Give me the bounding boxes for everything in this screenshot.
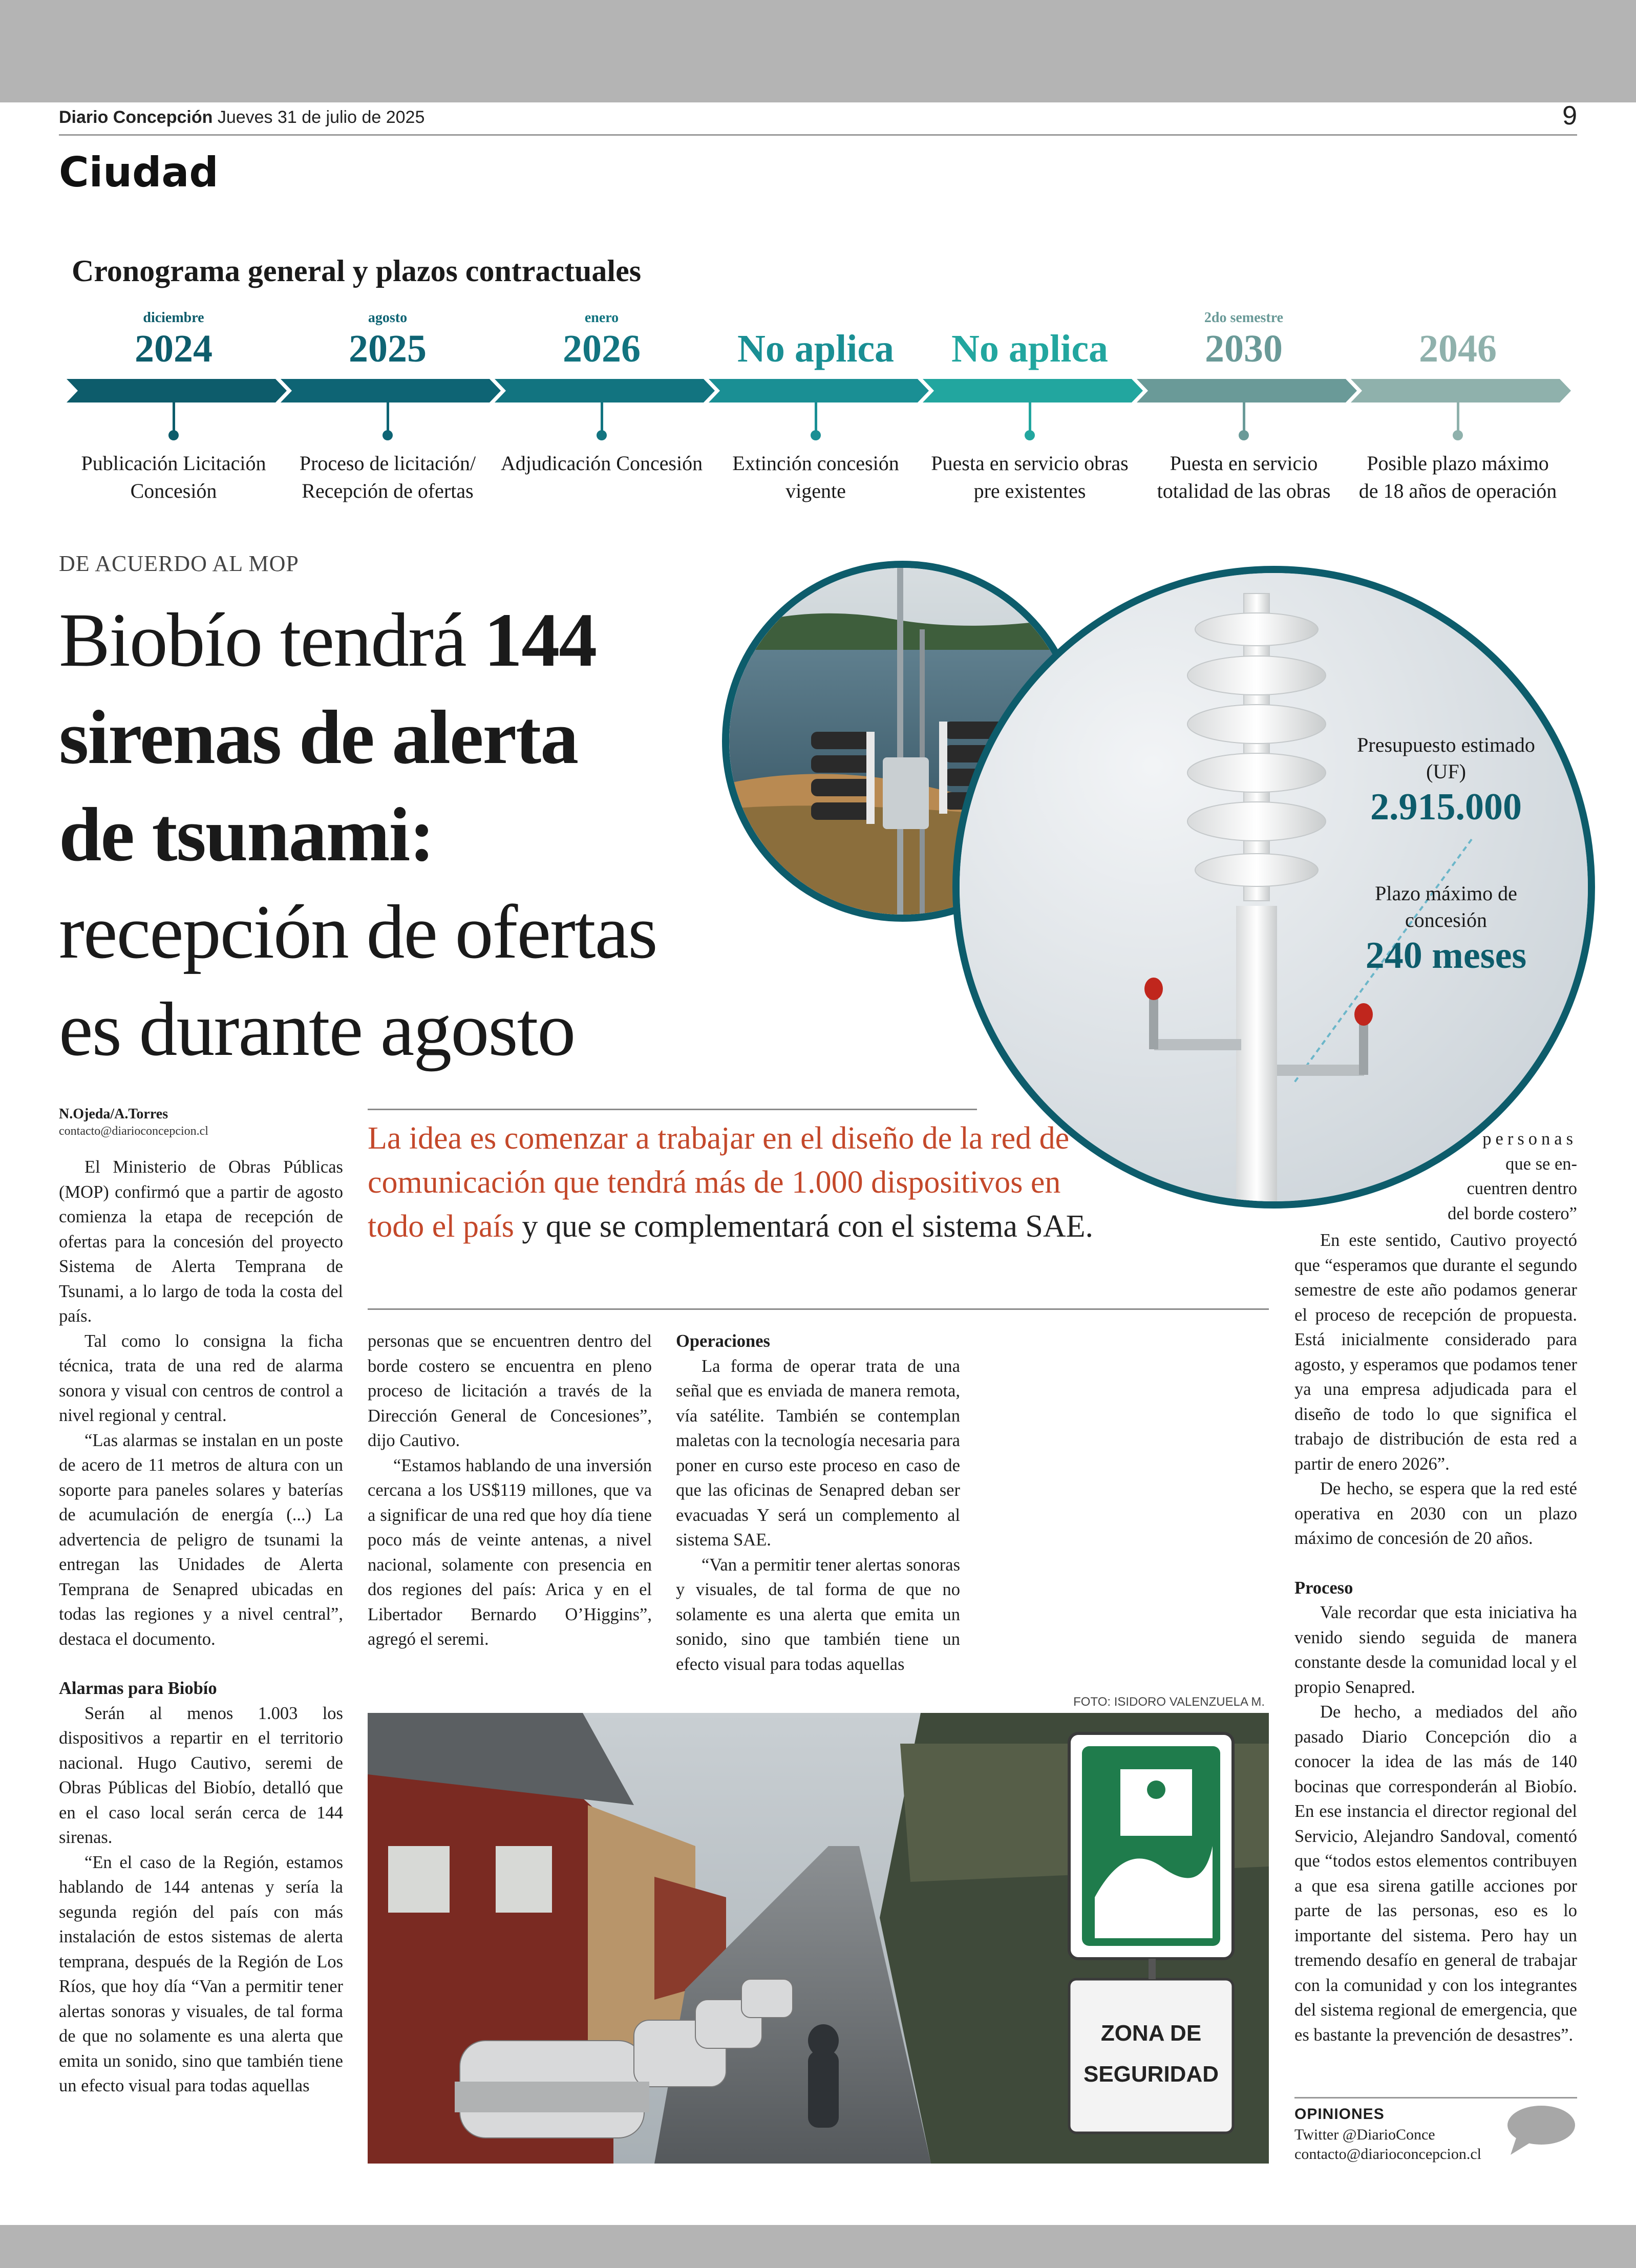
timeline-label: Puesta en servicio obras pre existentes xyxy=(931,452,1129,502)
paragraph: De hecho, a mediados del año pasado Diario Concepción dio a conocer la idea de las más de 140 bocinas que corresponderán al Biobío. En ese instancia el director regional del Servicio, Alejandro Sandoval, comentó que “todos estos elementos contribuyen a que esa sirena gatille acciones por parte de las personas, eso es lo importante del sistema. Pero hay un tremendo desafío en general de trabajar con la comunidad y con los integrantes del sistema regional de emergencia, que es bastante la prevención de desastres”. xyxy=(1294,1702,1577,2045)
timeline-dot xyxy=(383,430,393,440)
bottom-gray-band xyxy=(0,2225,1636,2268)
timeline-dot xyxy=(597,430,607,440)
text-line: que se en- xyxy=(1505,1154,1577,1174)
timeline-year: 2046 xyxy=(1419,327,1497,370)
headline-part: Biobío tendrá xyxy=(59,598,484,683)
headline-part: de tsunami: xyxy=(59,792,434,877)
paragraph: La forma de operar trata de una señal que es enviada de manera remota, vía satélite. También se contemplan maletas con la tecnología necesaria para poner en curso este proceso en caso de que las oficinas de Senapred deban ser evacuadas Y será un complemento al sistema SAE. xyxy=(676,1356,960,1550)
text-line: del borde costero” xyxy=(1448,1203,1577,1223)
budget-value: 2.915.000 xyxy=(1370,786,1522,828)
photo-credit: FOTO: ISIDORO VALENZUELA M. xyxy=(1073,1695,1265,1709)
sign-text-1: ZONA DE xyxy=(1100,2021,1202,2046)
headline-part: recepción de ofertas xyxy=(59,889,657,974)
paragraph: En este sentido, Cautivo proyectó que “esperamos que durante el segundo semestre de este año podamos generar el proceso de recepción de propuesta. Está inicialmente considerado para agosto, y esperamos que podamos tener ya una empresa adjudicada para el diseño de todo lo que significa el trabajo de distribución de esta red a partir de enero 2026”. xyxy=(1294,1231,1577,1474)
opiniones-rule xyxy=(1294,2097,1577,2099)
subhead: Alarmas para Biobío xyxy=(59,1679,217,1698)
street-photo xyxy=(368,1713,1269,2164)
masthead xyxy=(59,108,424,128)
paragraph: Vale recordar que esta iniciativa ha venido siendo seguida de manera constante desde la comunidad local y el propio Senapred. xyxy=(1294,1603,1577,1697)
timeline-arrow-segment xyxy=(495,379,715,402)
timeline-year: 2026 xyxy=(563,327,641,370)
timeline-label: Posible plazo máximo de 18 años de operación xyxy=(1358,452,1557,502)
pull-quote-rule xyxy=(368,1308,1269,1310)
pull-quote-rest: y que se complementará con el sistema SAE. xyxy=(514,1209,1094,1244)
timeline-dot xyxy=(1453,430,1463,440)
sign-text-2: SEGURIDAD xyxy=(1083,2062,1219,2087)
paragraph: “Van a permitir tener alertas sonoras y visuales, de tal forma de que no solamente es una alerta que emita un sonido, sino que también tiene un efecto visual para todas aquellas xyxy=(676,1555,960,1674)
timeline-arrow-segment xyxy=(281,379,501,402)
top-gray-band xyxy=(0,0,1636,102)
timeline-month: enero xyxy=(584,310,619,326)
paragraph: “Estamos hablando de una inversión cercana a los US$119 millones, que va a significar de una red que hoy día tiene poco más de veinte antenas, a nivel nacional, solamente con presencia en dos regiones del país: Arica y en el Libertador Bernardo O’Higgins”, agregó el seremi. xyxy=(368,1455,652,1649)
timeline-label: Publicación Licitación Concesión xyxy=(81,452,266,502)
text-line: personas xyxy=(1482,1129,1577,1149)
paragraph: Tal como lo consigna la ficha técnica, trata de una red de alarma sonora y visual con centros de control a nivel regional y central. xyxy=(59,1331,343,1425)
timeline-label: Extinción concesión vigente xyxy=(732,452,899,502)
text-line: cuentren dentro xyxy=(1467,1179,1577,1198)
pull-quote-rule xyxy=(368,1109,977,1110)
timeline-month: diciembre xyxy=(143,310,204,326)
timeline-year: No aplica xyxy=(737,327,895,370)
timeline-dot xyxy=(811,430,821,440)
header-rule xyxy=(59,134,1577,136)
timeline-year: 2030 xyxy=(1205,327,1283,370)
timeline-arrow-segment xyxy=(923,379,1143,402)
timeline-title: Cronograma general y plazos contractuales xyxy=(72,254,642,288)
opiniones-title: OPINIONES xyxy=(1294,2106,1385,2123)
speech-bubble-icon xyxy=(1505,2105,1577,2156)
column-2 xyxy=(368,1329,652,1652)
byline: N.Ojeda/A.Torres xyxy=(59,1106,168,1122)
pull-quote xyxy=(368,1116,1095,1248)
headline xyxy=(59,591,827,1078)
paragraph: “En el caso de la Región, estamos hablando de 144 antenas y sería la segunda región del país con más instalación de estos sistemas de alerta temprana, después de la Región de Los Ríos, que hoy día “Van a permitir tener alertas sonoras y visuales, de tal forma de que no solamente es una alerta que emita un sonido, sino que también tiene un efecto visual para todas aquellas xyxy=(59,1852,343,2095)
timeline-arrow-band xyxy=(67,379,1577,402)
paper-name: Diario Concepción xyxy=(59,108,213,127)
timeline-month: agosto xyxy=(368,310,408,326)
timeline-dot xyxy=(1025,430,1035,440)
kicker: DE ACUERDO AL MOP xyxy=(59,551,299,576)
headline-number: 144 xyxy=(484,598,597,683)
term-value: 240 meses xyxy=(1365,935,1527,977)
opiniones-twitter: Twitter @DiarioConce xyxy=(1294,2126,1435,2143)
page-number: 9 xyxy=(1562,101,1577,131)
section-title: Ciudad xyxy=(59,149,219,196)
column-4 xyxy=(1294,1228,1577,2047)
timeline-year: No aplica xyxy=(951,327,1109,370)
headline-part: sirenas de alerta xyxy=(59,695,578,780)
paragraph: “Las alarmas se instalan en un poste de acero de 11 metros de altura con un soporte para paneles solares y baterías de acumulación de energía (...) La advertencia de peligro de tsunami la entregan las Unidades de Alerta Temprana de Senapred ubicadas en todas las regiones y a nivel central”, destaca el documento. xyxy=(59,1430,343,1649)
paragraph: personas que se encuentren dentro del borde costero se encuentra en pleno proceso de licitación a través de la Dirección General de Concesiones”, dijo Cautivo. xyxy=(368,1331,652,1450)
column-1 xyxy=(59,1155,343,2099)
pull-quote-highlight: La idea es comenzar a trabajar en el diseño de la red de comunicación que tendrá más de 1.000 dispositivos en todo el país xyxy=(368,1121,1070,1244)
term-label: Plazo máximo de concesión xyxy=(1375,882,1517,931)
street-scene xyxy=(368,1713,1269,2164)
timeline-label: Proceso de licitación/ Recepción de ofertas xyxy=(299,452,476,502)
column-3 xyxy=(676,1329,960,1677)
timeline-arrow-segment xyxy=(67,379,287,402)
timeline-year: 2025 xyxy=(349,327,427,370)
timeline-dot xyxy=(1239,430,1249,440)
budget-label: Presupuesto estimado (UF) xyxy=(1357,733,1535,783)
timeline-month: 2do semestre xyxy=(1204,310,1284,326)
timeline-arrow-segment xyxy=(1137,379,1357,402)
paragraph: Serán al menos 1.003 los dispositivos a repartir en el territorio nacional. Hugo Cautivo, seremi de Obras Públicas del Biobío, detalló que en el caso local serán cerca de 144 sirenas. xyxy=(59,1703,343,1847)
timeline-year: 2024 xyxy=(135,327,213,370)
byline-email: contacto@diarioconcepcion.cl xyxy=(59,1125,208,1138)
zona-seguridad-sign xyxy=(1069,1733,1233,2133)
paragraph: De hecho, se espera que la red esté operativa en 2030 con un plazo máximo de concesión de 20 años. xyxy=(1294,1479,1577,1548)
opiniones-email: contacto@diarioconcepcion.cl xyxy=(1294,2146,1481,2163)
timeline-label: Adjudicación Concesión xyxy=(500,452,703,475)
subhead: Operaciones xyxy=(676,1331,770,1351)
paragraph: El Ministerio de Obras Públicas (MOP) confirmó que a partir de agosto comienza la etapa de recepción de ofertas para la concesión del proyecto Sistema de Alerta Temprana de Tsunami, a lo largo de toda la costa del país. xyxy=(59,1157,343,1326)
timeline-dot xyxy=(168,430,179,440)
timeline-arrow-segment xyxy=(1351,379,1571,402)
timeline-label: Puesta en servicio totalidad de las obras xyxy=(1157,452,1331,502)
siren-tower-circle xyxy=(952,566,1595,1209)
headline-part: es durante agosto xyxy=(59,987,575,1072)
column-4-top xyxy=(1294,1127,1577,1226)
subhead: Proceso xyxy=(1294,1578,1353,1598)
timeline-arrow-segment xyxy=(709,379,929,402)
issue-date: Jueves 31 de julio de 2025 xyxy=(217,108,425,127)
